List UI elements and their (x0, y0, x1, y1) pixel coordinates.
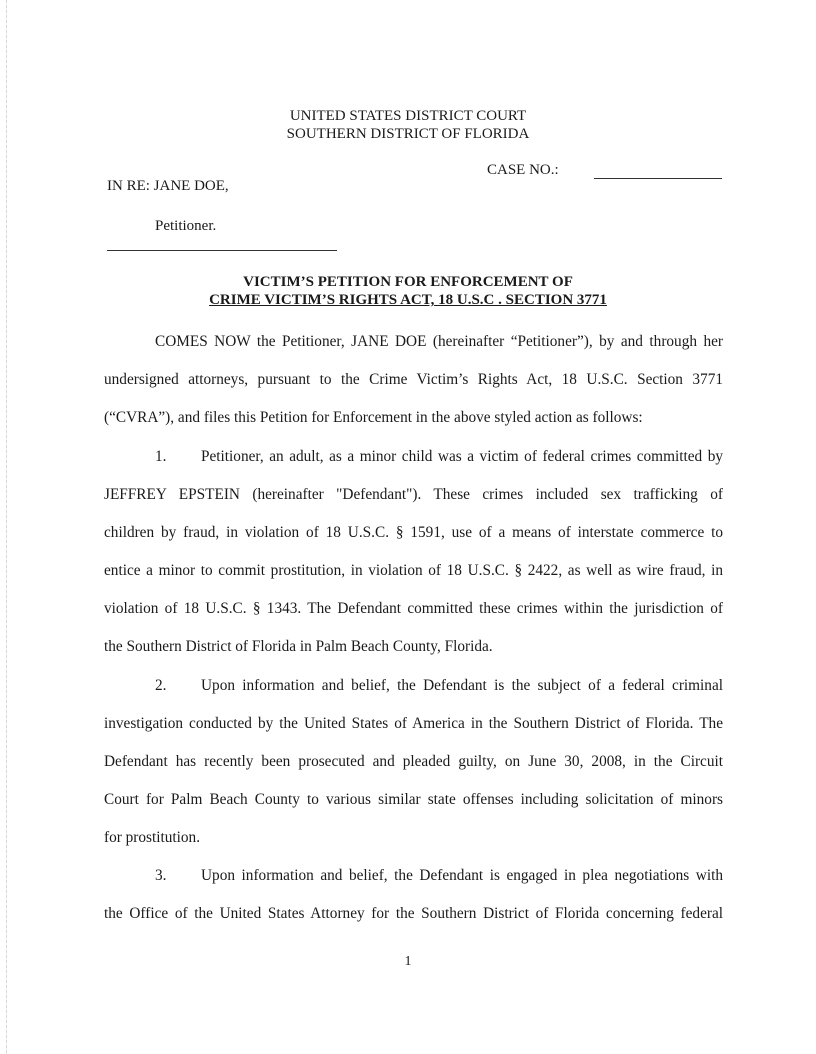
caption-rule (107, 250, 337, 251)
paragraph-line: Defendant has recently been prosecuted and pleaded guilty, on June 30, 2008, in the Circuit (104, 753, 723, 770)
paragraph-line: Upon information and belief, the Defendant is engaged in plea negotiations with (201, 867, 723, 884)
paragraph-line: violation of 18 U.S.C. § 1343. The Defendant committed these crimes within the jurisdiction of (104, 600, 723, 617)
case-number-blank (594, 178, 722, 179)
paragraph-line: Court for Palm Beach County to various similar state offenses including solicitation of minors (104, 791, 723, 808)
intro-line: undersigned attorneys, pursuant to the Crime Victim’s Rights Act, 18 U.S.C. Section 3771 (104, 371, 723, 388)
paragraph-line: JEFFREY EPSTEIN (hereinafter "Defendant"). These crimes included sex trafficking of (104, 486, 723, 503)
paragraph-line: the Southern District of Florida in Palm Beach County, Florida. (104, 638, 493, 655)
paragraph-line: the Office of the United States Attorney for the Southern District of Florida concerning federal (104, 905, 723, 922)
paragraph-line: children by fraud, in violation of 18 U.S.C. § 1591, use of a means of interstate commerce to (104, 524, 723, 541)
document-title-underlined: CRIME VICTIM’S RIGHTS ACT, 18 U.S.C . SECTION 3771 (209, 292, 607, 308)
document-title-line-2 (0, 291, 816, 309)
paragraph-line: for prostitution. (104, 829, 201, 846)
intro-line: (“CVRA”), and files this Petition for Enforcement in the above styled action as follows: (104, 409, 643, 426)
paragraph-number: 3. (155, 867, 167, 884)
court-district: SOUTHERN DISTRICT OF FLORIDA (286, 126, 530, 142)
intro-line: COMES NOW the Petitioner, JANE DOE (hereinafter “Petitioner”), by and through her (155, 333, 723, 350)
in-re-line: IN RE: JANE DOE, (107, 178, 229, 194)
paragraph-line: Petitioner, an adult, as a minor child was a victim of federal crimes committed by (201, 448, 723, 465)
paragraph-line: investigation conducted by the United States of America in the Southern District of Florida. The (104, 715, 723, 732)
paragraph-line: entice a minor to commit prostitution, in violation of 18 U.S.C. § 2422, as well as wire fraud, in (104, 562, 723, 579)
page-number: 1 (404, 954, 412, 969)
paragraph-number: 1. (155, 448, 167, 465)
case-number-label: CASE NO.: (487, 162, 559, 178)
court-name: UNITED STATES DISTRICT COURT (289, 108, 527, 124)
scan-edge-artifact (6, 0, 7, 1054)
paragraph-line: Upon information and belief, the Defendant is the subject of a federal criminal (201, 677, 723, 694)
paragraph-number: 2. (155, 677, 167, 694)
document-title-line-1: VICTIM’S PETITION FOR ENFORCEMENT OF (243, 274, 573, 290)
party-designation: Petitioner. (155, 218, 217, 234)
